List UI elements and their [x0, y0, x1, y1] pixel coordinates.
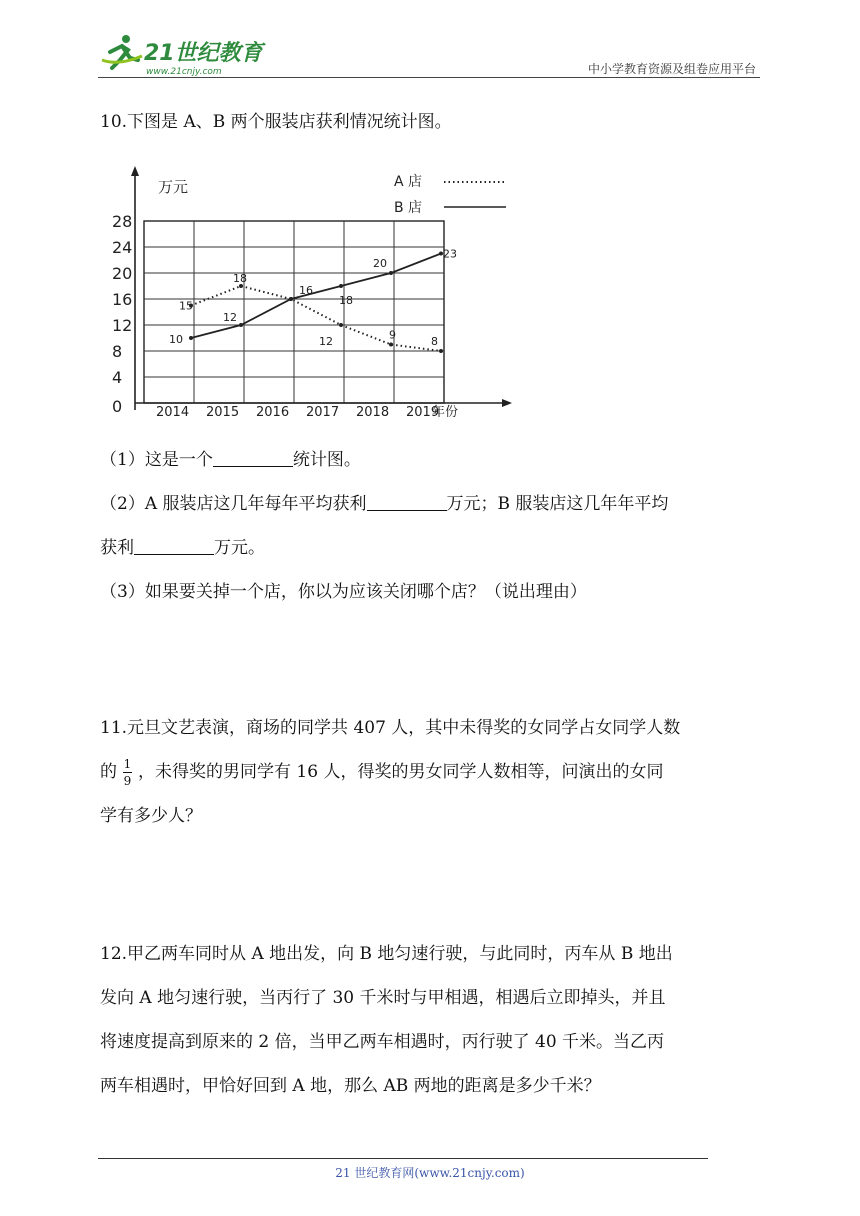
chart-axes — [131, 166, 512, 410]
series-b-point — [389, 271, 393, 275]
q10-part-2-cont: 获利 万元。 — [100, 538, 265, 558]
data-label: 12 — [319, 335, 333, 348]
data-label: 18 — [233, 272, 247, 285]
q12-line-2: 发向 A 地匀速行驶，当丙行了 30 千米时与甲相遇，相遇后立即掉头，并且 — [100, 988, 666, 1008]
q11 — [100, 706, 762, 838]
logo-wordmark: 21世纪教育 — [144, 41, 263, 66]
footer-divider — [98, 1158, 708, 1159]
series-b-point — [289, 297, 293, 301]
chart-series — [169, 248, 457, 354]
y-tick-labels — [112, 212, 132, 416]
series-b-point — [339, 284, 343, 288]
x-tick-label: 2015 — [206, 405, 240, 420]
profit-line-chart — [110, 162, 520, 424]
y-axis-label: 万元 — [158, 178, 189, 196]
q10-part-3: （3）如果要关掉一个店，你以为应该关闭哪个店？（说出理由） — [100, 582, 587, 602]
series-a-point — [389, 343, 393, 347]
data-label: 20 — [373, 257, 387, 270]
x-axis-label: 年份 — [432, 405, 459, 420]
x-tick-label: 2014 — [156, 405, 190, 420]
series-b-point — [239, 323, 243, 327]
y-tick-label: 16 — [112, 290, 133, 309]
x-tick-label: 2019 — [406, 405, 440, 420]
y-tick-label: 0 — [112, 397, 123, 416]
data-label: 10 — [169, 333, 183, 346]
site-logo — [98, 30, 268, 78]
q10-part-1: （1）这是一个 统计图。 — [100, 450, 361, 470]
series-a-point — [439, 349, 443, 353]
footer-link[interactable]: 21 世纪教育网(www.21cnjy.com) — [335, 1166, 525, 1180]
q12-line-4: 两车相遇时，甲恰好回到 A 地，那么 AB 两地的距离是多少千米？ — [100, 1076, 601, 1096]
fraction-one-ninth: $\frac{1}{9}$ — [123, 757, 132, 788]
q10-parts — [100, 438, 762, 614]
q12-line-1: 12.甲乙两车同时从 A 地出发，向 B 地匀速行驶，与此同时，丙车从 B 地出 — [100, 944, 673, 964]
y-tick-label: 28 — [112, 212, 133, 231]
legend — [394, 174, 506, 216]
q10-part-2: （2）A 服装店这几年每年平均获利 万元；B 服装店这几年年平均 — [100, 494, 669, 514]
q10-stem: 10.下图是 A、B 两个服装店获利情况统计图。 — [100, 112, 452, 132]
x-axis-arrow — [502, 399, 512, 407]
x-tick-label: 2018 — [356, 405, 390, 420]
logo-url: www.21cnjy.com — [146, 67, 222, 77]
data-label: 16 — [299, 284, 313, 297]
x-tick-label: 2017 — [306, 405, 340, 420]
legend-b-label: B 店 — [394, 200, 423, 216]
y-tick-label: 12 — [112, 316, 133, 335]
q12-line-3: 将速度提高到原来的 2 倍，当甲乙两车相遇时，丙行驶了 40 千米。当乙丙 — [100, 1032, 665, 1052]
legend-a-label: A 店 — [394, 174, 423, 190]
data-label: 9 — [389, 328, 396, 342]
q11-line-2: 的 $\frac{1}{9}$ ，未得奖的男同学有 16 人，得奖的男女同学人数相等，问演出的女同 — [100, 757, 664, 788]
header-divider — [98, 77, 760, 78]
platform-tagline: 中小学教育资源及组卷应用平台 — [587, 62, 756, 76]
y-tick-label: 24 — [112, 238, 133, 257]
y-tick-label: 20 — [112, 264, 133, 283]
runner-icon — [102, 35, 142, 68]
series-a-point — [339, 323, 343, 327]
q12 — [100, 932, 762, 1108]
y-axis-arrow — [131, 166, 139, 176]
y-tick-label: 8 — [112, 342, 123, 361]
data-label: 15 — [179, 299, 193, 313]
y-tick-label: 4 — [112, 368, 123, 387]
data-label: 23 — [443, 247, 457, 261]
answer-blank-3[interactable] — [134, 536, 214, 555]
q11-line-1: 11.元旦文艺表演，商场的同学共 407 人，其中未得奖的女同学占女同学人数 — [100, 718, 681, 738]
data-label: 18 — [339, 294, 353, 307]
x-tick-label: 2016 — [256, 405, 290, 420]
page-header — [98, 30, 760, 80]
q11-line-3: 学有多少人？ — [100, 806, 202, 826]
series-b-point — [189, 336, 193, 340]
x-tick-labels — [156, 405, 439, 420]
data-label: 8 — [431, 335, 438, 348]
data-label: 12 — [223, 311, 237, 324]
answer-blank-1[interactable] — [213, 448, 293, 467]
answer-blank-2[interactable] — [367, 492, 447, 511]
